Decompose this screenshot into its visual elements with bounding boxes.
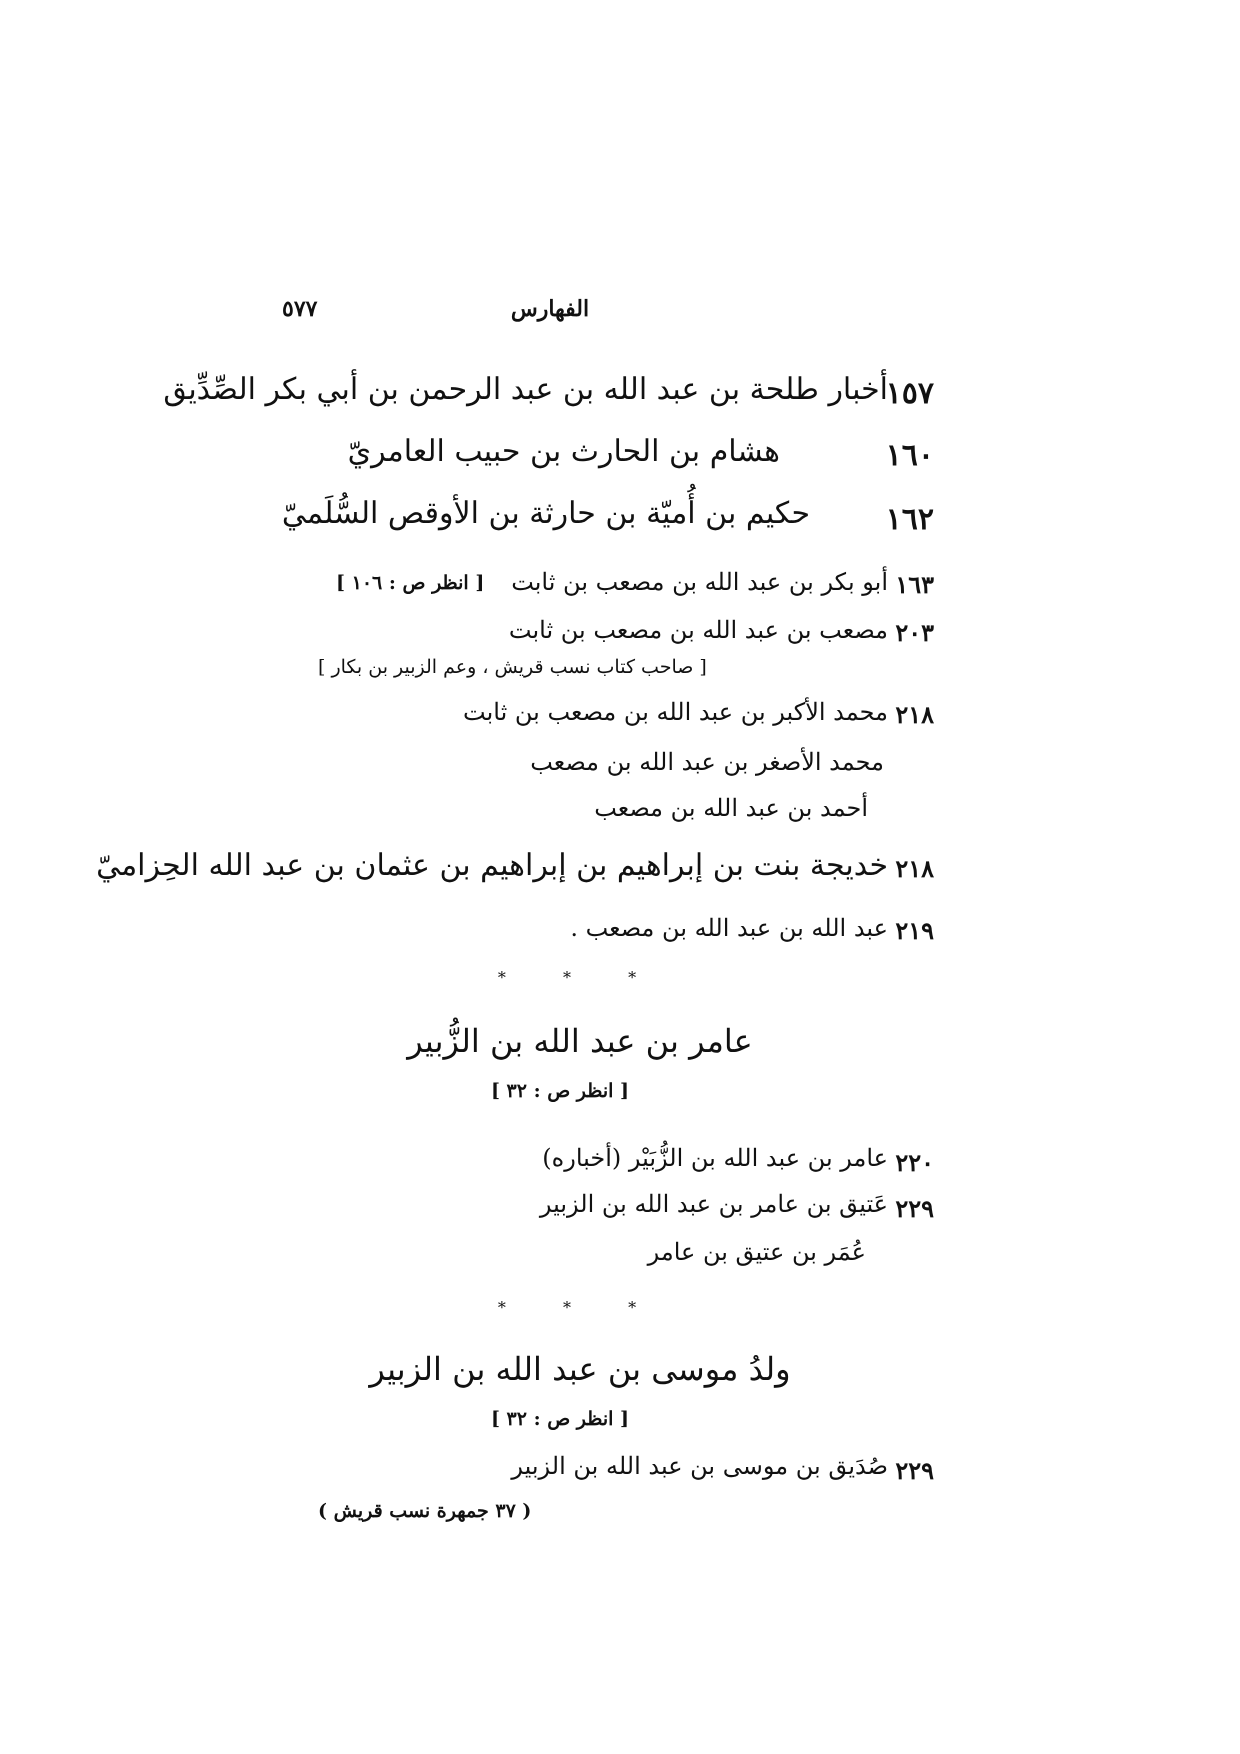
separator-text: * * * <box>497 968 663 987</box>
entry-number: ٢٢٩ <box>895 1456 934 1485</box>
separator-stars <box>0 1298 1240 1317</box>
entry-number: ٢١٨ <box>895 854 934 883</box>
entry-text: عامر بن عبد الله بن الزُّبَيْر (أخباره) <box>542 1144 888 1172</box>
entry-number: ٢٢٠ <box>895 1148 934 1177</box>
section-reference <box>0 1408 1240 1430</box>
entry-number: ١٦٠ <box>885 438 934 473</box>
section-reference-text: [ انظر ص : ٣٢ ] <box>490 1408 630 1430</box>
section-title-text: ولدُ موسى بن عبد الله بن الزبير <box>369 1350 791 1388</box>
section-title <box>0 1022 1240 1060</box>
separator-text: * * * <box>497 1298 663 1317</box>
entry-text: أحمد بن عبد الله بن مصعب <box>594 794 868 822</box>
entry-text: محمد الأكبر بن عبد الله بن مصعب بن ثابت <box>463 698 888 726</box>
entry-text: خديجة بنت بن إبراهيم بن إبراهيم بن عثمان بن عبد الله الحِزاميّ <box>96 848 888 883</box>
section-title <box>0 1350 1240 1388</box>
running-title <box>0 296 1240 322</box>
entry-text: عَتيق بن عامر بن عبد الله بن الزبير <box>539 1190 888 1218</box>
entry-number: ٢٢٩ <box>895 1194 934 1223</box>
entry-text: حكيم بن أُميّة بن حارثة بن الأوقص السُّلَميّ <box>281 496 810 531</box>
entry-number: ٢١٨ <box>895 700 934 729</box>
separator-stars <box>0 968 1240 987</box>
entry-text: أخبار طلحة بن عبد الله بن عبد الرحمن بن أبي بكر الصِّدِّيق <box>163 372 888 407</box>
entry-text: محمد الأصغر بن عبد الله بن مصعب <box>530 748 884 776</box>
section-title-text: عامر بن عبد الله بن الزُّبير <box>407 1022 753 1060</box>
entry-text: هشام بن الحارث بن حبيب العامريّ <box>347 434 780 469</box>
note-line: [ صاحب كتاب نسب قريش ، وعم الزبير بن بكار ] <box>318 656 707 678</box>
page-reference: [ انظر ص : ١٠٦ ] <box>336 572 485 594</box>
signature-mark: ( ٣٧ جمهرة نسب قريش ) <box>318 1500 532 1522</box>
entry-text: عُمَر بن عتيق بن عامر <box>647 1238 866 1266</box>
entry-number: ٢١٩ <box>895 916 934 945</box>
section-reference-text: [ انظر ص : ٣٢ ] <box>490 1080 630 1102</box>
section-reference <box>0 1080 1240 1102</box>
page-number: ٥٧٧ <box>282 296 318 322</box>
entry-text: مصعب بن عبد الله بن مصعب بن ثابت <box>508 616 888 644</box>
entry-text: أبو بكر بن عبد الله بن مصعب بن ثابت <box>511 568 888 596</box>
entry-text: عبد الله بن عبد الله بن مصعب . <box>570 914 888 942</box>
entry-number: ١٥٧ <box>885 376 934 411</box>
running-title-text: الفهارس <box>510 296 590 322</box>
entry-number: ٢٠٣ <box>895 618 934 647</box>
entry-text: صُدَيق بن موسى بن عبد الله بن الزبير <box>511 1452 888 1480</box>
entry-number: ١٦٣ <box>895 570 934 599</box>
entry-number: ١٦٢ <box>885 502 934 537</box>
